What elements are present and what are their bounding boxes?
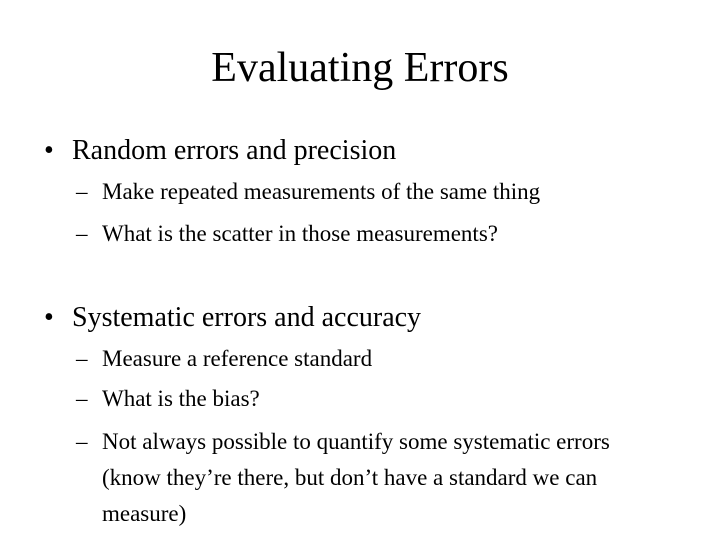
bullet-marker: •	[44, 302, 54, 333]
sub-bullet-text: Measure a reference standard	[102, 346, 373, 371]
bullet-heading: Systematic errors and accuracy	[72, 302, 422, 333]
sub-bullet-text: Make repeated measurements of the same thing	[102, 179, 541, 204]
dash-marker: –	[76, 179, 88, 204]
slide-title: Evaluating Errors	[211, 45, 509, 91]
dash-marker: –	[76, 221, 88, 246]
bullet-marker: •	[44, 135, 54, 166]
dash-marker: –	[76, 386, 88, 411]
bullet-heading: Random errors and precision	[72, 135, 397, 166]
dash-marker: –	[76, 429, 88, 454]
sub-bullet-quantify	[76, 424, 656, 532]
sub-bullet-text: Not always possible to quantify some systematic errors (know they’re there, but don’t have a standard we can measure)	[102, 429, 610, 526]
sub-bullet-bias	[76, 384, 676, 414]
sub-bullet-text: What is the scatter in those measurements?	[102, 221, 498, 246]
sub-bullet-text: What is the bias?	[102, 386, 260, 411]
dash-marker: –	[76, 346, 88, 371]
sub-bullet-reference-standard	[76, 344, 676, 374]
sub-bullet-repeated-measurements	[76, 177, 676, 207]
sub-bullet-scatter	[76, 219, 676, 249]
